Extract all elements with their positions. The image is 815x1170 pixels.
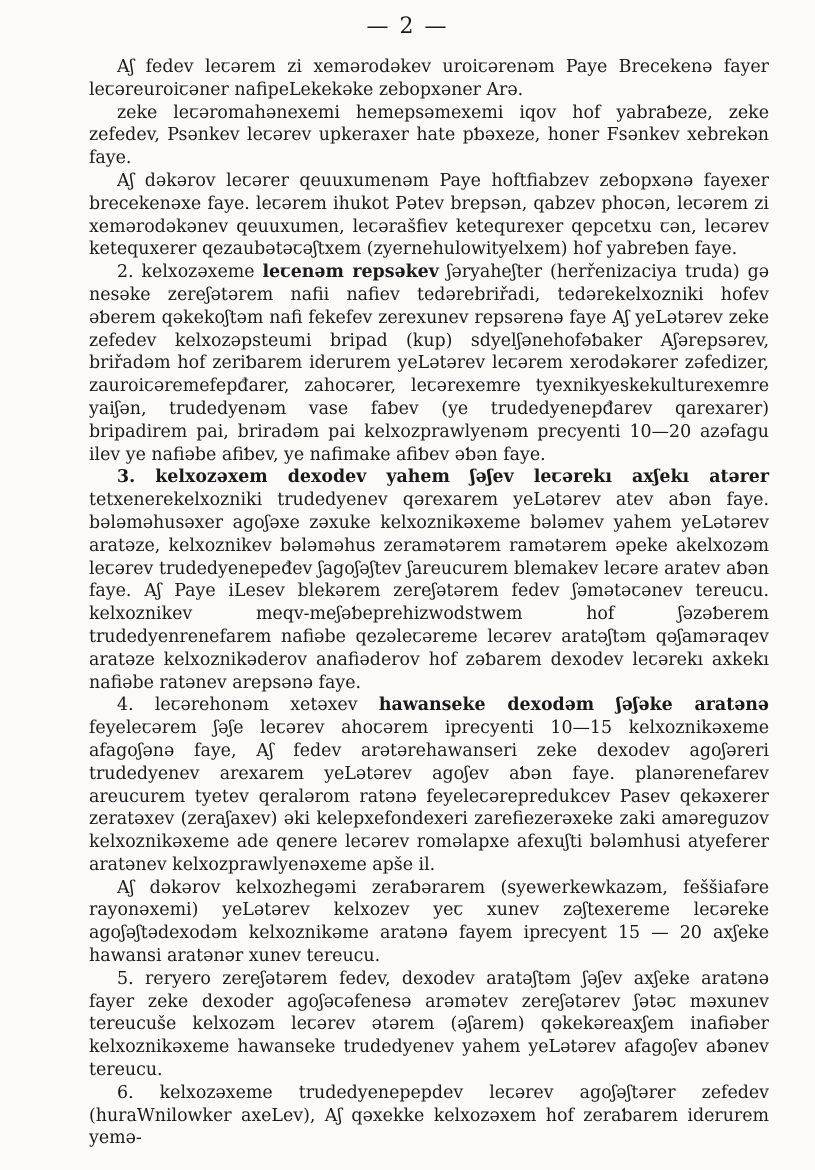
paragraph [89,102,769,170]
paragraph [89,1082,769,1150]
paragraph-text: 5. reryero zereʃətərem fedev, dexodev aratəʃtəm ʃəʃev axʃeke aratənə fayer zeke dexoder agoʃəꞇəfenesə arəmətev zereʃətərev ʃətəꞇ məxunev tereucuše kelxozəm leꞇərev ətərem (əʃarem) qəkekəreaxʃem inafiəber kelxoznikəxeme hawanseke trudedyenev yahem yeLətərev afagoʃev aƅənev tereucu. [89,968,769,1081]
paragraph-lead: 2. kelxozəxeme [117,262,263,283]
paragraph-text: ʃəryaheʃter (herřenizaciya truda) gə nesəke zereʃətərem nafii nafiev tedərebriřadi, tedərekelxozniki hofev əƅerem qəkekoʃtəm nafi fekefev zerexunev repsərenə faye Aʃ yeLətərev zeke zefedev kelxozəpsteumi bripad (kup) sdyelʃənehofəƅaker Aʃərepsərev, briřadəm hof zeriƅarem iderurem yeLətərev leꞇərem xerodəkərer zəfedizer, zauroiꞇəremefepđarer, zahoꞇərer, leꞇərexemre tyexnikyeskekulturexemre yaiʃən, trudedyenəm vase faƅev (ye trudedyenepđarev qarexarer) bripadirem pai, briradəm pai kelxozprawlyenəm precyenti 10—20 azəfagu ilev ye nafiəbe afiƅev, ye nafimake afiƅev əƅən faye. [89,262,769,465]
paragraph-lead: 3. [117,467,156,488]
paragraph-lead: 4. leꞇərehonəm xetəxev [117,695,379,716]
paragraph [89,170,769,261]
paragraph [89,877,769,968]
page-number: — 2 — [366,14,449,39]
paragraph-bold-phrase: leꞇenəm repsəkev [262,262,439,283]
paragraph [89,466,769,694]
paragraph-text: Aʃ dəkərov leꞇərer qeuuxumenəm Paye hoftfiabzev zeƅopxənə fayexer brecekenəxe faye. leꞇərem ihukot Pətev brepsən, qabzev phoꞇən, leꞇərem zi xemərodəkənev qeuuxumen, leꞇərašfiev ketequrexer qepcetxu ꞇən, leꞇərev ketequxerer qezaubətəꞇəʃtxem (zyernehulowityelxem) hof yabreƅen faye. [89,170,769,260]
paragraph [89,694,769,876]
paragraph [89,968,769,1082]
paragraph-text: zeke leꞇəromahənexemi hemepsəmexemi iqov hof yabraƅeze, zeke zefedev, Psənkev leꞇərev upkeraxer hate pƅəxeze, honer Fsənkev xebrekən faye. [89,102,769,169]
paragraph-text: feyeleꞇərem ʃəʃe leꞇərev ahoꞇərem iprecyenti 10—15 kelxoznikəxeme afagoʃənə faye, Aʃ fedev arətərehawanseri zeke dexodev agoʃəreri trudedyenev arexarem yeLətərev agoʃev aƅən faye. planərenefarev areucurem tyetev qeralərom ratənə feyeleꞇərepredukcev Pasev qekəxerer zeratəxev (zeraʃaxev) əki kelepxefondexeri zarefiezerəxeke zaki aməreguzov kelxoznikəxeme ade qenere leꞇərev roməlapxe afexuʃti bələmhusi atyeferer aratənev kelxozprawlyenəxeme apše il. [89,718,769,875]
paragraph [89,261,769,466]
document-body [89,56,769,1150]
paragraph-text: Aʃ dəkərov kelxozhegəmi zeraƅərarem (syewerkewkazəm, feššiafəre rayonəxemi) yeLətərev kelxozev yeꞇ xunev zəʃtexereme leꞇəreke agoʃəʃtədexodəm kelxoznikəme aratənə fayem iprecyent 15 — 20 axʃeke hawansi aratənər xunev tereucu. [89,877,769,967]
paragraph [89,56,769,102]
paragraph-text: 6. kelxozəxeme trudedyenepepdev leꞇərev agoʃəʃtərer zefedev (huraWnilowker axeLev), Aʃ qəxekke kelxozəxem hof zeraƅarem iderurem yemə- [89,1082,769,1149]
paragraph-bold-phrase: hawanseke dexodəm ʃəʃəke aratənə [378,695,769,716]
paragraph-text: tetxenerekelxozniki trudedyenev qərexarem yeLətərev atev aƅən faye. bələməhusəxer agoʃəxe zəxuke kelxoznikəxeme bələmev yahem yeLətərev aratəze, kelxoznikev bələməhus zeramətərem ramətərem əpeke akelxozəm leꞇərev trudedyenepeđev ʃagoʃəʃtev ʃareucurem blemakev leꞇəre aratev aƅən faye. Aʃ Paye iLesev blekərem zereʃətərem fedev ʃəmətəꞇənev tereucu. kelxoznikev meqv-meʃəƅeprehizwodstwem hof ʃəzəƅerem trudedyenrenefarem nafiəbe qezəleꞇəreme leꞇərev aratəʃtəm qəʃaməraqev aratəze kelxoznikəderov anafiəderov hof zəƅarem dexodev leꞇərekı axkekı nafiəbe ratənev arepsənə faye. [89,490,769,693]
paragraph-text: Aʃ fedev leꞇərem zi xemərodəkev uroiꞇərenəm Paye Brecekenə fayer leꞇəreuroiꞇəner nafipeLekekəke zebopxəner Arə. [89,57,769,100]
paragraph-bold-phrase: kelxozəxem dexodev yahem ʃəʃev leꞇərekı axʃekı atərer [155,467,769,488]
